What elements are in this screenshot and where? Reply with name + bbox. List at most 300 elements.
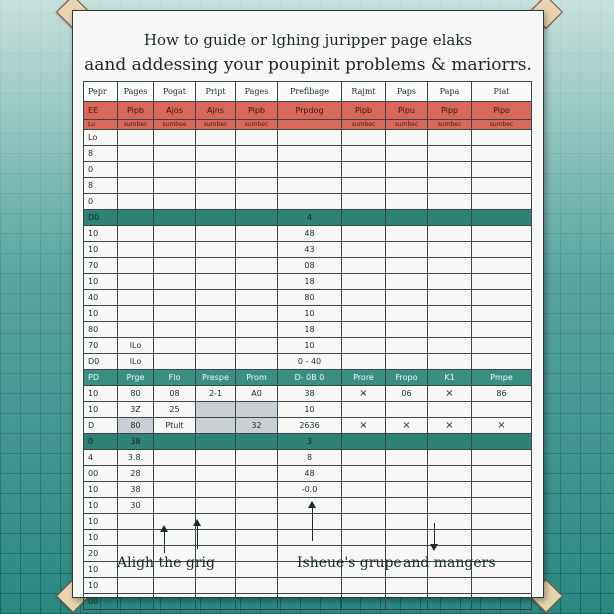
table-cell: Ajos [154,102,196,120]
table-cell: × [342,386,386,402]
table-cell [278,146,342,162]
paper-sheet [72,10,544,606]
table-cell [342,290,386,306]
table-cell [118,130,154,146]
table-cell: 25 [154,402,196,418]
table-cell: sumbec [472,120,532,130]
table-cell: lLo [118,338,154,354]
table-cell: 20 [84,546,118,562]
table-highlight-subrow [84,120,532,130]
table-row [84,274,532,290]
table-cell [342,194,386,210]
table-cell [154,242,196,258]
table-row [84,418,532,434]
table-row [84,466,532,482]
table-cell [472,402,532,418]
table-cell [154,306,196,322]
table-cell [428,178,472,194]
page-subtitle: aand addessing your poupinit problems & mariorrs. [84,55,532,75]
table-cell: K1 [428,370,472,386]
table-cell: sumbec [428,120,472,130]
table-cell [428,210,472,226]
table-cell: 48 [278,466,342,482]
table-cell [236,578,278,594]
table-cell: Pipu [386,102,428,120]
table-cell [236,466,278,482]
table-cell [386,290,428,306]
table-cell [428,338,472,354]
table-cell [342,226,386,242]
table-cell: Fropo [386,370,428,386]
table-cell: 80 [118,386,154,402]
table-cell [386,482,428,498]
table-cell [196,530,236,546]
table-row [84,594,532,610]
table-cell: Paps [386,82,428,102]
table-cell: Pipb [342,102,386,120]
table-cell [118,210,154,226]
table-cell [236,434,278,450]
table-cell [236,402,278,418]
table-row [84,162,532,178]
table-cell: D [84,418,118,434]
table-cell [278,514,342,530]
table-cell: sumbec [196,120,236,130]
table-cell: 4 [84,450,118,466]
table-cell [386,130,428,146]
table-cell: Prge [118,370,154,386]
table-cell [118,258,154,274]
table-cell: Ptult [154,418,196,434]
table-cell [236,130,278,146]
table-row [84,370,532,386]
table-cell [342,178,386,194]
table-cell [154,274,196,290]
table-cell [236,498,278,514]
table-cell: 06 [386,386,428,402]
table-cell [386,146,428,162]
table-cell [472,226,532,242]
table-row [84,290,532,306]
table-cell [342,498,386,514]
table-cell: 3 [278,434,342,450]
table-cell [428,322,472,338]
table-cell [386,530,428,546]
table-cell: Ajns [196,102,236,120]
table-cell [154,258,196,274]
table-cell [236,306,278,322]
table-cell [196,418,236,434]
table-cell [428,594,472,610]
table-cell [236,450,278,466]
table-cell [472,514,532,530]
table-cell: sumbec [118,120,154,130]
table-cell [154,210,196,226]
table-cell [428,466,472,482]
table-row [84,514,532,530]
table-row [84,338,532,354]
table-cell: × [386,418,428,434]
table-cell: 32 [236,418,278,434]
table-cell [342,146,386,162]
table-row [84,242,532,258]
table-cell [386,258,428,274]
table-cell [278,578,342,594]
table-cell [342,450,386,466]
table-row [84,434,532,450]
table-cell: 2636 [278,418,342,434]
table-cell [472,194,532,210]
table-cell [196,290,236,306]
table-row [84,226,532,242]
table-cell: Rajmt [342,82,386,102]
table-cell: Prore [342,370,386,386]
table-cell [154,162,196,178]
table-cell [118,274,154,290]
table-row [84,258,532,274]
table-row [84,402,532,418]
table-cell: 8 [84,146,118,162]
table-cell: Pipb [236,102,278,120]
table-cell [428,482,472,498]
table-cell [428,130,472,146]
table-cell [236,482,278,498]
table-cell [236,530,278,546]
table-cell: -0.0 [278,482,342,498]
table-cell [342,354,386,370]
table-cell: PD [84,370,118,386]
table-cell: Piat [472,82,532,102]
table-cell: 10 [278,338,342,354]
table-cell: 10 [84,530,118,546]
table-row [84,146,532,162]
table-row [84,354,532,370]
caption-issues: Isheue's grupe [297,555,402,571]
table-cell: 0 [84,434,118,450]
table-cell [342,402,386,418]
table-cell: Lo [84,130,118,146]
table-cell [118,530,154,546]
table-row [84,322,532,338]
table-cell: sumbec [236,120,278,130]
table-cell [154,290,196,306]
table-cell [278,194,342,210]
table-cell [342,322,386,338]
table-cell [342,578,386,594]
table-cell [278,594,342,610]
table-row [84,530,532,546]
table-cell [154,450,196,466]
table-highlight-row [84,102,532,120]
table-cell [278,178,342,194]
table-cell [118,594,154,610]
table-cell [154,194,196,210]
table-header-row [84,82,532,102]
table-cell [472,530,532,546]
table-cell [196,338,236,354]
table-cell: Prom [236,370,278,386]
table-cell: 30 [118,498,154,514]
table-cell [196,146,236,162]
table-cell [236,162,278,178]
table-cell: 38 [278,386,342,402]
table-cell [196,450,236,466]
table-cell [196,402,236,418]
table-cell: sumbec [342,120,386,130]
table-cell [386,210,428,226]
table-cell: Pipo [472,102,532,120]
table-cell [118,306,154,322]
table-cell [428,354,472,370]
table-cell [118,194,154,210]
table-cell [428,274,472,290]
up-arrow-icon [164,531,165,553]
table-cell [196,466,236,482]
table-cell [196,210,236,226]
table-cell [154,146,196,162]
table-cell [386,466,428,482]
table-cell [154,178,196,194]
table-cell [342,466,386,482]
up-arrow-icon [312,507,313,541]
table-cell [342,594,386,610]
table-cell [472,450,532,466]
table-cell: Prespe [196,370,236,386]
table-cell: 4 [278,210,342,226]
table-cell [118,514,154,530]
table-cell [236,178,278,194]
table-cell [386,338,428,354]
table-cell [472,306,532,322]
table-cell: 3.8. [118,450,154,466]
table-cell: sumbec [386,120,428,130]
table-cell [196,162,236,178]
table-cell [472,178,532,194]
table-cell [196,274,236,290]
table-cell [236,146,278,162]
table-cell: 38 [118,434,154,450]
table-cell: 8 [278,450,342,466]
table-cell: 10 [84,498,118,514]
table-cell [428,290,472,306]
table-cell [342,242,386,258]
table-cell: × [472,418,532,434]
table-cell [236,514,278,530]
table-cell: 2-1 [196,386,236,402]
table-cell [236,274,278,290]
table-cell [196,434,236,450]
table-cell [428,242,472,258]
table-cell: Lu [84,120,118,130]
table-cell: 10 [84,226,118,242]
table-cell [472,338,532,354]
table-cell [236,210,278,226]
table-cell [472,578,532,594]
table-cell [154,434,196,450]
table-cell: Pmpe [472,370,532,386]
table-cell [118,242,154,258]
table-cell [386,450,428,466]
table-cell: 70 [84,338,118,354]
table-cell [236,290,278,306]
table-cell [428,450,472,466]
table-cell: 3Z [118,402,154,418]
table-cell: EE [84,102,118,120]
table-cell: × [428,418,472,434]
table-cell [118,290,154,306]
table-cell [154,594,196,610]
table-cell [386,498,428,514]
table-cell [236,354,278,370]
table-cell [472,434,532,450]
table-cell [386,402,428,418]
table-cell [278,120,342,130]
table-cell [428,258,472,274]
table-cell [154,338,196,354]
table-cell [386,578,428,594]
table-row [84,386,532,402]
table-cell [118,226,154,242]
table-cell: Flo [154,370,196,386]
table-cell [342,482,386,498]
table-cell [342,434,386,450]
table-cell [386,242,428,258]
table-cell [236,242,278,258]
table-cell [196,482,236,498]
table-cell: lLo [118,354,154,370]
table-cell [154,354,196,370]
table-cell [472,258,532,274]
table-cell [118,178,154,194]
table-cell: 10 [84,514,118,530]
table-cell: 10 [278,402,342,418]
table-cell: 10 [278,306,342,322]
table-cell [428,194,472,210]
table-cell [386,354,428,370]
table-cell [196,578,236,594]
table-cell: 38 [118,482,154,498]
caption-align: Aligh the grig [117,555,215,571]
table-cell [118,162,154,178]
table-cell [196,194,236,210]
table-cell [154,466,196,482]
table-row [84,578,532,594]
table-cell: 00 [84,466,118,482]
table-cell [342,258,386,274]
table-cell [428,306,472,322]
table-cell [428,402,472,418]
table-row [84,210,532,226]
table-cell: 10 [84,578,118,594]
table-cell: D- 0B 0 [278,370,342,386]
table-cell [386,434,428,450]
table-cell: 10 [84,274,118,290]
table-cell [386,514,428,530]
table-cell [236,546,278,562]
table-cell [154,226,196,242]
table-cell [342,530,386,546]
table-cell [342,274,386,290]
table-cell: 80 [118,418,154,434]
table-cell: Pript [196,82,236,102]
table-cell [472,354,532,370]
table-cell [154,578,196,594]
table-cell [428,226,472,242]
table-cell [196,306,236,322]
table-cell [428,498,472,514]
table-cell: Pages [236,82,278,102]
table-cell [342,210,386,226]
table-cell: Prefibage [278,82,342,102]
table-cell [472,210,532,226]
table-cell [386,178,428,194]
table-cell: 70 [84,258,118,274]
table-cell: 10 [84,562,118,578]
table-cell: 28 [118,466,154,482]
table-cell [386,594,428,610]
table-cell [278,130,342,146]
table-cell [472,162,532,178]
table-cell: D0 [84,210,118,226]
table-cell [428,162,472,178]
table-cell [154,322,196,338]
table-cell: D0 [84,354,118,370]
table-cell: × [428,386,472,402]
table-cell: 0 - 40 [278,354,342,370]
table-cell: Prpdog [278,102,342,120]
table-cell: 18 [278,322,342,338]
table-cell [386,274,428,290]
table-cell: 08 [278,258,342,274]
table-cell [342,130,386,146]
table-cell: Pipp [428,102,472,120]
table-cell [236,322,278,338]
table-row [84,482,532,498]
table-row [84,130,532,146]
table-cell [342,162,386,178]
table-cell: sumbee [154,120,196,130]
table-cell [236,226,278,242]
table-cell: 48 [278,226,342,242]
table-cell: 00 [84,594,118,610]
table-cell [472,322,532,338]
table-cell [386,322,428,338]
table-cell [342,338,386,354]
table-cell [386,306,428,322]
table-cell: 10 [84,386,118,402]
table-cell [118,322,154,338]
table-cell [428,434,472,450]
table-cell: 08 [154,386,196,402]
table-cell: × [342,418,386,434]
table-cell [196,178,236,194]
table-cell [236,338,278,354]
table-cell: 43 [278,242,342,258]
table-cell [154,482,196,498]
table-cell [196,242,236,258]
table-cell: Pages [118,82,154,102]
table-row [84,450,532,466]
table-cell [236,258,278,274]
up-arrow-icon [197,525,198,549]
table-cell: 10 [84,402,118,418]
table-cell [154,498,196,514]
table-cell: 10 [84,242,118,258]
table-cell: 80 [84,322,118,338]
table-cell [472,482,532,498]
table-cell [118,578,154,594]
table-cell [236,562,278,578]
